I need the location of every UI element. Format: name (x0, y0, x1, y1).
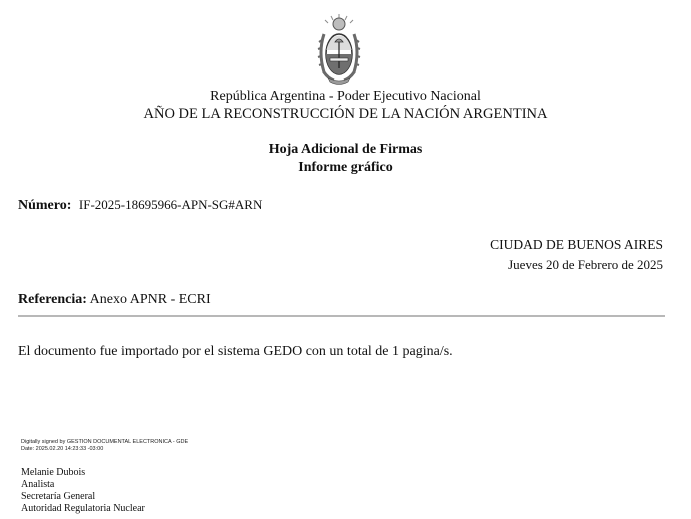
digital-signature-date: Date: 2025.02.20 14:23:33 -03:00 (21, 446, 104, 452)
signer-role: Analista (21, 479, 55, 490)
document-date: Jueves 20 de Febrero de 2025 (508, 257, 663, 272)
signer-office: Secretaría General (21, 491, 96, 502)
header-line-1: República Argentina - Poder Ejecutivo Nacional (210, 89, 481, 104)
document-number-value: IF-2025-18695966-APN-SG#ARN (78, 197, 263, 212)
header-line-2: AÑO DE LA RECONSTRUCCIÓN DE LA NACIÓN ARGENTINA (143, 106, 548, 122)
city: CIUDAD DE BUENOS AIRES (490, 237, 663, 252)
signer-organization: Autoridad Regulatoria Nuclear (21, 503, 145, 514)
document-number (18, 197, 262, 214)
document-title: Hoja Adicional de Firmas (268, 142, 423, 157)
document-subtitle: Informe gráfico (298, 160, 393, 175)
reference (18, 292, 211, 308)
reference-value: Anexo APNR - ECRI (89, 292, 211, 307)
digital-signature-stamp (21, 439, 188, 453)
coat-of-arms-icon (316, 12, 362, 88)
reference-label: Referencia: (18, 292, 87, 307)
body-text: El documento fue importado por el sistema GEDO con un total de 1 pagina/s. (18, 344, 453, 359)
digital-signature-signed-by: Digitally signed by GESTION DOCUMENTAL ELECTRONICA - GDE (21, 439, 189, 445)
divider (18, 315, 665, 317)
signer-block (21, 467, 145, 515)
signer-name: Melanie Dubois (21, 467, 86, 478)
document-number-label: Número: (18, 198, 72, 213)
